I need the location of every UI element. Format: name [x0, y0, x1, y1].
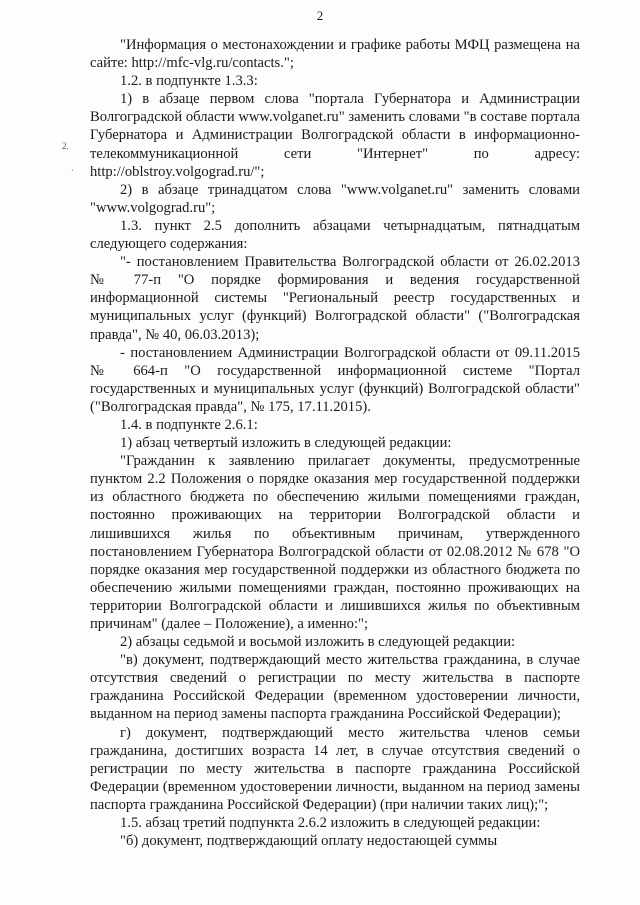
paragraph: "Гражданин к заявлению прилагает документы, предусмотренные пунктом 2.2 Положения о порядке оказания мер государственной поддержки из областного бюджета по обеспечению жилыми помещениями граждан, постоянно проживающих на территории Волгоградской области и лишившихся жилья по объективным причинам, утвержденного постановлением Губернатора Волгоградской области от 02.08.2012 № 678 "О порядке оказания мер государственной поддержки из областного бюджета по обеспечению жилыми помещениями граждан, постоянно проживающих на территории Волгоградской области и лишившихся жилья по объективным причинам" (далее – Положение), а именно:";	[90, 453, 580, 632]
paragraph: 2) в абзаце тринадцатом слова "www.volganet.ru" заменить словами "www.volgograd.ru";	[90, 181, 580, 216]
paragraph: 1) абзац четвертый изложить в следующей редакции:	[120, 435, 452, 452]
margin-mark: 2.	[62, 141, 69, 151]
margin-mark: `	[71, 168, 74, 178]
paragraph: 2) абзацы седьмой и восьмой изложить в следующей редакции:	[120, 634, 516, 651]
paragraph: "б) документ, подтверждающий оплату недостающей суммы	[120, 833, 498, 850]
document-body	[90, 36, 580, 850]
page-number: 2	[316, 8, 324, 23]
paragraph: - постановлением Администрации Волгоградской области от 09.11.2015 № 664-п "О государственной информационной системе "Портал государственных и муниципальных услуг (функций) Волгоградской области" ("Волгоградская правда", № 175, 17.11.2015).	[90, 344, 580, 415]
paragraph: "в) документ, подтверждающий место жительства гражданина, в случае отсутствия сведений о регистрации по месту жительства в паспорте гражданина Российской Федерации (временном удостоверении личности, выданном на период замены паспорта гражданина Российской Федерации);	[90, 652, 580, 723]
paragraph: "- постановлением Правительства Волгоградской области от 26.02.2013 № 77-п "О порядке формирования и ведения государственной информационной системы "Региональный реестр государственных и муниципальных услуг (функций) Волгоградской области" ("Волгоградская правда", № 40, 06.03.2013);	[90, 254, 580, 343]
paragraph: 1.3. пункт 2.5 дополнить абзацами четырнадцатым, пятнадцатым следующего содержания:	[90, 217, 580, 253]
paragraph: 1.4. в подпункте 2.6.1:	[120, 416, 258, 433]
paragraph: 1.2. в подпункте 1.3.3:	[120, 73, 258, 90]
paragraph: 1.5. абзац третий подпункта 2.6.2 изложить в следующей редакции:	[120, 815, 541, 832]
paragraph: г) документ, подтверждающий место жительства членов семьи гражданина, достигших возраста 14 лет, в случае отсутствия сведений о регистрации по месту жительства в паспорте гражданина Российской Федерации (временном удостоверении личности, выданном на период замены паспорта гражданина Российской Федерации) (при наличии таких лиц);";	[90, 724, 580, 813]
paragraph: "Информация о местонахождении и графике работы МФЦ размещена на сайте: http://mfc-vlg.ru/contacts.";	[90, 37, 580, 72]
paragraph: 1) в абзаце первом слова "портала Губернатора и Администрации Волгоградской области www.volganet.ru" заменить словами "в составе портала Губернатора и Администрации Волгоградской области в информационно-телекоммуникационной сети "Интернет" по адресу: http://oblstroy.volgograd.ru/";	[90, 91, 580, 180]
